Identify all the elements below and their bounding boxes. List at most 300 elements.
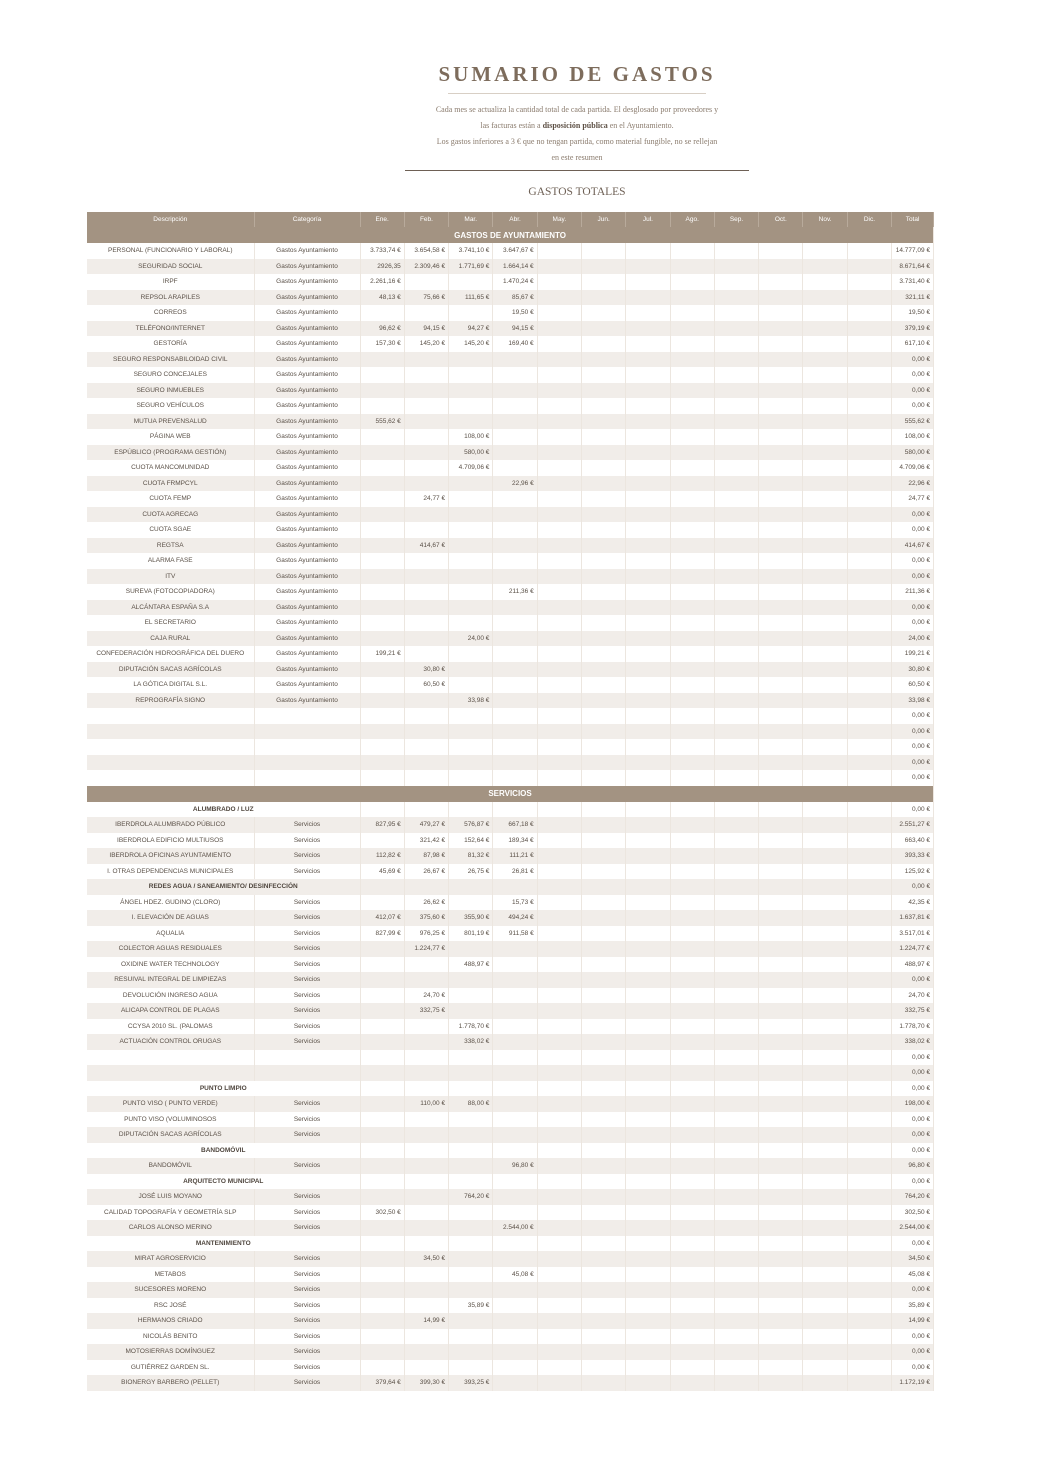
month-cell: [360, 1313, 404, 1329]
table-row: [87, 600, 934, 616]
month-cell: [803, 305, 847, 321]
description-cell: CUOTA SGAE: [87, 522, 254, 538]
total-cell: 580,00 €: [892, 445, 934, 461]
description-cell: CUOTA FRMPCYL: [87, 476, 254, 492]
month-cell: [803, 367, 847, 383]
month-cell: 494,24 €: [493, 910, 537, 926]
month-cell: [714, 1158, 758, 1174]
total-cell: 0,00 €: [892, 398, 934, 414]
table-body: [87, 227, 934, 1391]
month-cell: [626, 1034, 670, 1050]
month-cell: [759, 895, 803, 911]
month-cell: [847, 848, 891, 864]
month-cell: [626, 1298, 670, 1314]
month-cell: [626, 739, 670, 755]
month-cell: [404, 1220, 448, 1236]
total-cell: 34,50 €: [892, 1251, 934, 1267]
month-cell: [847, 290, 891, 306]
table-row: [87, 662, 934, 678]
month-cell: [537, 584, 581, 600]
month-cell: 379,64 €: [360, 1375, 404, 1391]
month-cell: [581, 274, 625, 290]
month-cell: [670, 1220, 714, 1236]
month-cell: [537, 1112, 581, 1128]
month-cell: 26,62 €: [404, 895, 448, 911]
month-cell: [714, 1267, 758, 1283]
month-cell: [714, 1329, 758, 1345]
month-cell: [626, 864, 670, 880]
month-cell: [626, 941, 670, 957]
month-cell: [714, 1189, 758, 1205]
total-cell: 617,10 €: [892, 336, 934, 352]
month-cell: [537, 802, 581, 818]
intro-divider: [405, 170, 749, 171]
month-cell: [803, 429, 847, 445]
month-cell: [493, 383, 537, 399]
table-row: [87, 553, 934, 569]
month-cell: [449, 1003, 493, 1019]
month-cell: 393,25 €: [449, 1375, 493, 1391]
month-cell: 399,30 €: [404, 1375, 448, 1391]
category-cell: Gastos Ayuntamiento: [254, 414, 360, 430]
month-cell: [537, 926, 581, 942]
month-cell: [626, 321, 670, 337]
month-cell: [581, 879, 625, 895]
month-cell: 26,67 €: [404, 864, 448, 880]
month-cell: [759, 1360, 803, 1376]
month-cell: 45,08 €: [493, 1267, 537, 1283]
month-cell: 30,80 €: [404, 662, 448, 678]
month-cell: [537, 383, 581, 399]
table-row: [87, 895, 934, 911]
month-cell: 479,27 €: [404, 817, 448, 833]
month-cell: [847, 522, 891, 538]
month-cell: [759, 1236, 803, 1252]
month-cell: [714, 507, 758, 523]
month-cell: [404, 1065, 448, 1081]
month-cell: [759, 553, 803, 569]
description-cell: PÁGINA WEB: [87, 429, 254, 445]
total-cell: 414,67 €: [892, 538, 934, 554]
month-cell: [537, 1189, 581, 1205]
month-cell: [493, 398, 537, 414]
table-row: [87, 538, 934, 554]
total-cell: 108,00 €: [892, 429, 934, 445]
table-row: [87, 305, 934, 321]
month-cell: [360, 957, 404, 973]
month-cell: 110,00 €: [404, 1096, 448, 1112]
month-cell: 24,00 €: [449, 631, 493, 647]
month-cell: 321,42 €: [404, 833, 448, 849]
column-header: Oct.: [759, 212, 803, 227]
month-cell: [803, 600, 847, 616]
subsection-row: [87, 879, 934, 895]
month-cell: [670, 1298, 714, 1314]
subsection-title: REDES AGUA / SANEAMIENTO/ DESINFECCIÓN: [87, 879, 360, 895]
month-cell: [360, 1158, 404, 1174]
month-cell: [847, 972, 891, 988]
month-cell: [449, 569, 493, 585]
month-cell: [803, 1081, 847, 1097]
month-cell: [803, 677, 847, 693]
month-cell: [360, 879, 404, 895]
month-cell: [803, 414, 847, 430]
month-cell: [670, 305, 714, 321]
month-cell: [493, 1205, 537, 1221]
month-cell: [360, 895, 404, 911]
month-cell: [759, 445, 803, 461]
month-cell: [537, 600, 581, 616]
intro-line-3: Los gastos inferiores a 3 € que no tengan partida, como material fungible, no se rellejan: [436, 137, 718, 146]
month-cell: [360, 988, 404, 1004]
month-cell: [803, 1344, 847, 1360]
month-cell: [537, 1205, 581, 1221]
month-cell: [803, 926, 847, 942]
category-cell: Servicios: [254, 1019, 360, 1035]
description-cell: SUCESORES MORENO: [87, 1282, 254, 1298]
month-cell: [449, 1267, 493, 1283]
category-cell: Gastos Ayuntamiento: [254, 305, 360, 321]
month-cell: [759, 646, 803, 662]
month-cell: [404, 1112, 448, 1128]
month-cell: [759, 1174, 803, 1190]
month-cell: 48,13 €: [360, 290, 404, 306]
subsection-row: [87, 1143, 934, 1159]
description-cell: RESUIVAL INTEGRAL DE LIMPIEZAS: [87, 972, 254, 988]
month-cell: [537, 708, 581, 724]
description-cell: IBERDROLA OFICINAS AYUNTAMIENTO: [87, 848, 254, 864]
table-row: [87, 1251, 934, 1267]
month-cell: [537, 553, 581, 569]
month-cell: [581, 1375, 625, 1391]
month-cell: [581, 1313, 625, 1329]
month-cell: [803, 1329, 847, 1345]
description-cell: LA GÓTICA DIGITAL S.L.: [87, 677, 254, 693]
month-cell: 1.771,69 €: [449, 259, 493, 275]
month-cell: [360, 1344, 404, 1360]
month-cell: [360, 507, 404, 523]
month-cell: [449, 1081, 493, 1097]
subsection-row: [87, 1236, 934, 1252]
month-cell: [803, 1050, 847, 1066]
month-cell: [360, 584, 404, 600]
month-cell: [759, 802, 803, 818]
month-cell: 24,77 €: [404, 491, 448, 507]
description-cell: SUREVA (FOTOCOPIADORA): [87, 584, 254, 600]
month-cell: [759, 383, 803, 399]
month-cell: [493, 1375, 537, 1391]
month-cell: [803, 1298, 847, 1314]
total-cell: 0,00 €: [892, 1329, 934, 1345]
month-cell: [360, 677, 404, 693]
month-cell: [537, 1174, 581, 1190]
month-cell: [803, 1360, 847, 1376]
month-cell: [449, 367, 493, 383]
month-cell: [449, 1313, 493, 1329]
month-cell: [626, 1065, 670, 1081]
month-cell: [626, 957, 670, 973]
month-cell: [714, 491, 758, 507]
month-cell: [404, 724, 448, 740]
month-cell: [404, 1329, 448, 1345]
month-cell: [670, 1174, 714, 1190]
category-cell: Gastos Ayuntamiento: [254, 460, 360, 476]
subsection-title: BANDOMÓVIL: [87, 1143, 360, 1159]
total-cell: 663,40 €: [892, 833, 934, 849]
month-cell: [626, 1050, 670, 1066]
month-cell: 35,89 €: [449, 1298, 493, 1314]
month-cell: [581, 476, 625, 492]
total-cell: 302,50 €: [892, 1205, 934, 1221]
month-cell: [360, 802, 404, 818]
month-cell: [360, 1065, 404, 1081]
month-cell: [626, 522, 670, 538]
month-cell: [404, 1344, 448, 1360]
description-cell: AQUALIA: [87, 926, 254, 942]
month-cell: [449, 1220, 493, 1236]
month-cell: [626, 367, 670, 383]
table-row: [87, 1360, 934, 1376]
month-cell: [670, 739, 714, 755]
month-cell: [803, 507, 847, 523]
month-cell: [404, 770, 448, 786]
month-cell: [714, 569, 758, 585]
total-cell: 3.731,40 €: [892, 274, 934, 290]
description-cell: TELÉFONO/INTERNET: [87, 321, 254, 337]
month-cell: [670, 274, 714, 290]
month-cell: [581, 1034, 625, 1050]
month-cell: [714, 646, 758, 662]
month-cell: [537, 677, 581, 693]
month-cell: [847, 259, 891, 275]
category-cell: Gastos Ayuntamiento: [254, 569, 360, 585]
description-cell: I. ELEVACIÓN DE AGUAS: [87, 910, 254, 926]
month-cell: [714, 429, 758, 445]
month-cell: [449, 1205, 493, 1221]
month-cell: [803, 1205, 847, 1221]
month-cell: [714, 476, 758, 492]
total-cell: 0,00 €: [892, 1050, 934, 1066]
month-cell: [803, 1189, 847, 1205]
month-cell: [404, 1298, 448, 1314]
month-cell: [493, 491, 537, 507]
month-cell: [803, 476, 847, 492]
month-cell: [537, 290, 581, 306]
month-cell: [493, 1081, 537, 1097]
month-cell: [581, 677, 625, 693]
month-cell: [626, 1313, 670, 1329]
month-cell: [759, 693, 803, 709]
month-cell: [759, 1267, 803, 1283]
table-row: [87, 1096, 934, 1112]
month-cell: [360, 662, 404, 678]
month-cell: [404, 1019, 448, 1035]
month-cell: [670, 1003, 714, 1019]
month-cell: [626, 1267, 670, 1283]
month-cell: [803, 1251, 847, 1267]
month-cell: [714, 848, 758, 864]
month-cell: [759, 631, 803, 647]
month-cell: [670, 615, 714, 631]
month-cell: 3.647,67 €: [493, 243, 537, 259]
month-cell: [360, 1143, 404, 1159]
month-cell: [714, 631, 758, 647]
month-cell: [714, 1019, 758, 1035]
month-cell: [714, 926, 758, 942]
month-cell: [759, 1282, 803, 1298]
month-cell: [714, 1375, 758, 1391]
month-cell: [847, 879, 891, 895]
month-cell: [803, 1158, 847, 1174]
month-cell: [670, 833, 714, 849]
month-cell: [360, 429, 404, 445]
month-cell: [537, 631, 581, 647]
month-cell: [537, 243, 581, 259]
month-cell: [360, 1127, 404, 1143]
month-cell: [493, 1298, 537, 1314]
total-cell: 24,70 €: [892, 988, 934, 1004]
month-cell: [626, 476, 670, 492]
intro-text: [405, 102, 749, 166]
month-cell: [626, 460, 670, 476]
month-cell: [493, 1143, 537, 1159]
month-cell: [759, 259, 803, 275]
month-cell: [714, 352, 758, 368]
category-cell: Gastos Ayuntamiento: [254, 507, 360, 523]
month-cell: [847, 1298, 891, 1314]
month-cell: [803, 1220, 847, 1236]
description-cell: REGTSA: [87, 538, 254, 554]
month-cell: [670, 1360, 714, 1376]
description-cell: GUTIÉRREZ GARDEN SL.: [87, 1360, 254, 1376]
month-cell: 15,73 €: [493, 895, 537, 911]
month-cell: [581, 305, 625, 321]
month-cell: [449, 491, 493, 507]
month-cell: [847, 1205, 891, 1221]
total-cell: 0,00 €: [892, 739, 934, 755]
month-cell: [670, 879, 714, 895]
month-cell: [404, 1127, 448, 1143]
category-cell: Gastos Ayuntamiento: [254, 600, 360, 616]
column-header: Dic.: [847, 212, 891, 227]
month-cell: [537, 941, 581, 957]
description-cell: IBERDROLA EDIFICIO MULTIUSOS: [87, 833, 254, 849]
month-cell: [847, 708, 891, 724]
month-cell: [360, 739, 404, 755]
month-cell: 157,30 €: [360, 336, 404, 352]
month-cell: [493, 957, 537, 973]
month-cell: [493, 1034, 537, 1050]
category-cell: Gastos Ayuntamiento: [254, 445, 360, 461]
category-cell: Gastos Ayuntamiento: [254, 321, 360, 337]
month-cell: [670, 926, 714, 942]
table-row: [87, 290, 934, 306]
month-cell: [626, 553, 670, 569]
month-cell: [449, 1158, 493, 1174]
table-row: [87, 833, 934, 849]
month-cell: [847, 755, 891, 771]
month-cell: [759, 336, 803, 352]
month-cell: 152,64 €: [449, 833, 493, 849]
total-cell: 0,00 €: [892, 569, 934, 585]
table-row: [87, 1034, 934, 1050]
month-cell: [670, 1267, 714, 1283]
table-row: [87, 941, 934, 957]
month-cell: [759, 584, 803, 600]
column-header: Abr.: [493, 212, 537, 227]
month-cell: [714, 1174, 758, 1190]
month-cell: [581, 802, 625, 818]
month-cell: [626, 1143, 670, 1159]
month-cell: [493, 739, 537, 755]
month-cell: 145,20 €: [404, 336, 448, 352]
total-cell: 198,00 €: [892, 1096, 934, 1112]
description-cell: CAJA RURAL: [87, 631, 254, 647]
month-cell: [360, 553, 404, 569]
month-cell: [581, 584, 625, 600]
month-cell: [581, 1081, 625, 1097]
month-cell: [803, 646, 847, 662]
month-cell: [847, 693, 891, 709]
month-cell: [759, 367, 803, 383]
total-cell: 0,00 €: [892, 724, 934, 740]
month-cell: [581, 848, 625, 864]
description-cell: CALIDAD TOPOGRAFÍA Y GEOMETRÍA SLP: [87, 1205, 254, 1221]
month-cell: [449, 1344, 493, 1360]
month-cell: [847, 1360, 891, 1376]
month-cell: [670, 988, 714, 1004]
month-cell: [670, 476, 714, 492]
month-cell: [714, 600, 758, 616]
table-row: [87, 724, 934, 740]
month-cell: [493, 1112, 537, 1128]
month-cell: [759, 1251, 803, 1267]
description-cell: [87, 739, 254, 755]
month-cell: [581, 1189, 625, 1205]
month-cell: [360, 476, 404, 492]
month-cell: [847, 507, 891, 523]
category-cell: Servicios: [254, 1034, 360, 1050]
month-cell: 26,75 €: [449, 864, 493, 880]
month-cell: [360, 972, 404, 988]
total-cell: 1.637,81 €: [892, 910, 934, 926]
total-cell: 0,00 €: [892, 1143, 934, 1159]
month-cell: [714, 770, 758, 786]
month-cell: [360, 460, 404, 476]
month-cell: [714, 1220, 758, 1236]
total-cell: 0,00 €: [892, 770, 934, 786]
total-cell: 4.709,06 €: [892, 460, 934, 476]
description-cell: MOTOSIERRAS DOMÍNGUEZ: [87, 1344, 254, 1360]
month-cell: [847, 1344, 891, 1360]
month-cell: [449, 522, 493, 538]
month-cell: [537, 259, 581, 275]
category-cell: Gastos Ayuntamiento: [254, 553, 360, 569]
total-cell: 3.517,01 €: [892, 926, 934, 942]
total-cell: 60,50 €: [892, 677, 934, 693]
category-cell: Servicios: [254, 957, 360, 973]
month-cell: 1.470,24 €: [493, 274, 537, 290]
total-cell: 0,00 €: [892, 879, 934, 895]
month-cell: [493, 538, 537, 554]
table-row: [87, 708, 934, 724]
section-subtitle: GASTOS TOTALES: [528, 186, 626, 198]
table-row: [87, 1267, 934, 1283]
month-cell: [449, 1236, 493, 1252]
month-cell: [360, 1267, 404, 1283]
month-cell: [360, 600, 404, 616]
description-cell: MUTUA PREVENSALUD: [87, 414, 254, 430]
